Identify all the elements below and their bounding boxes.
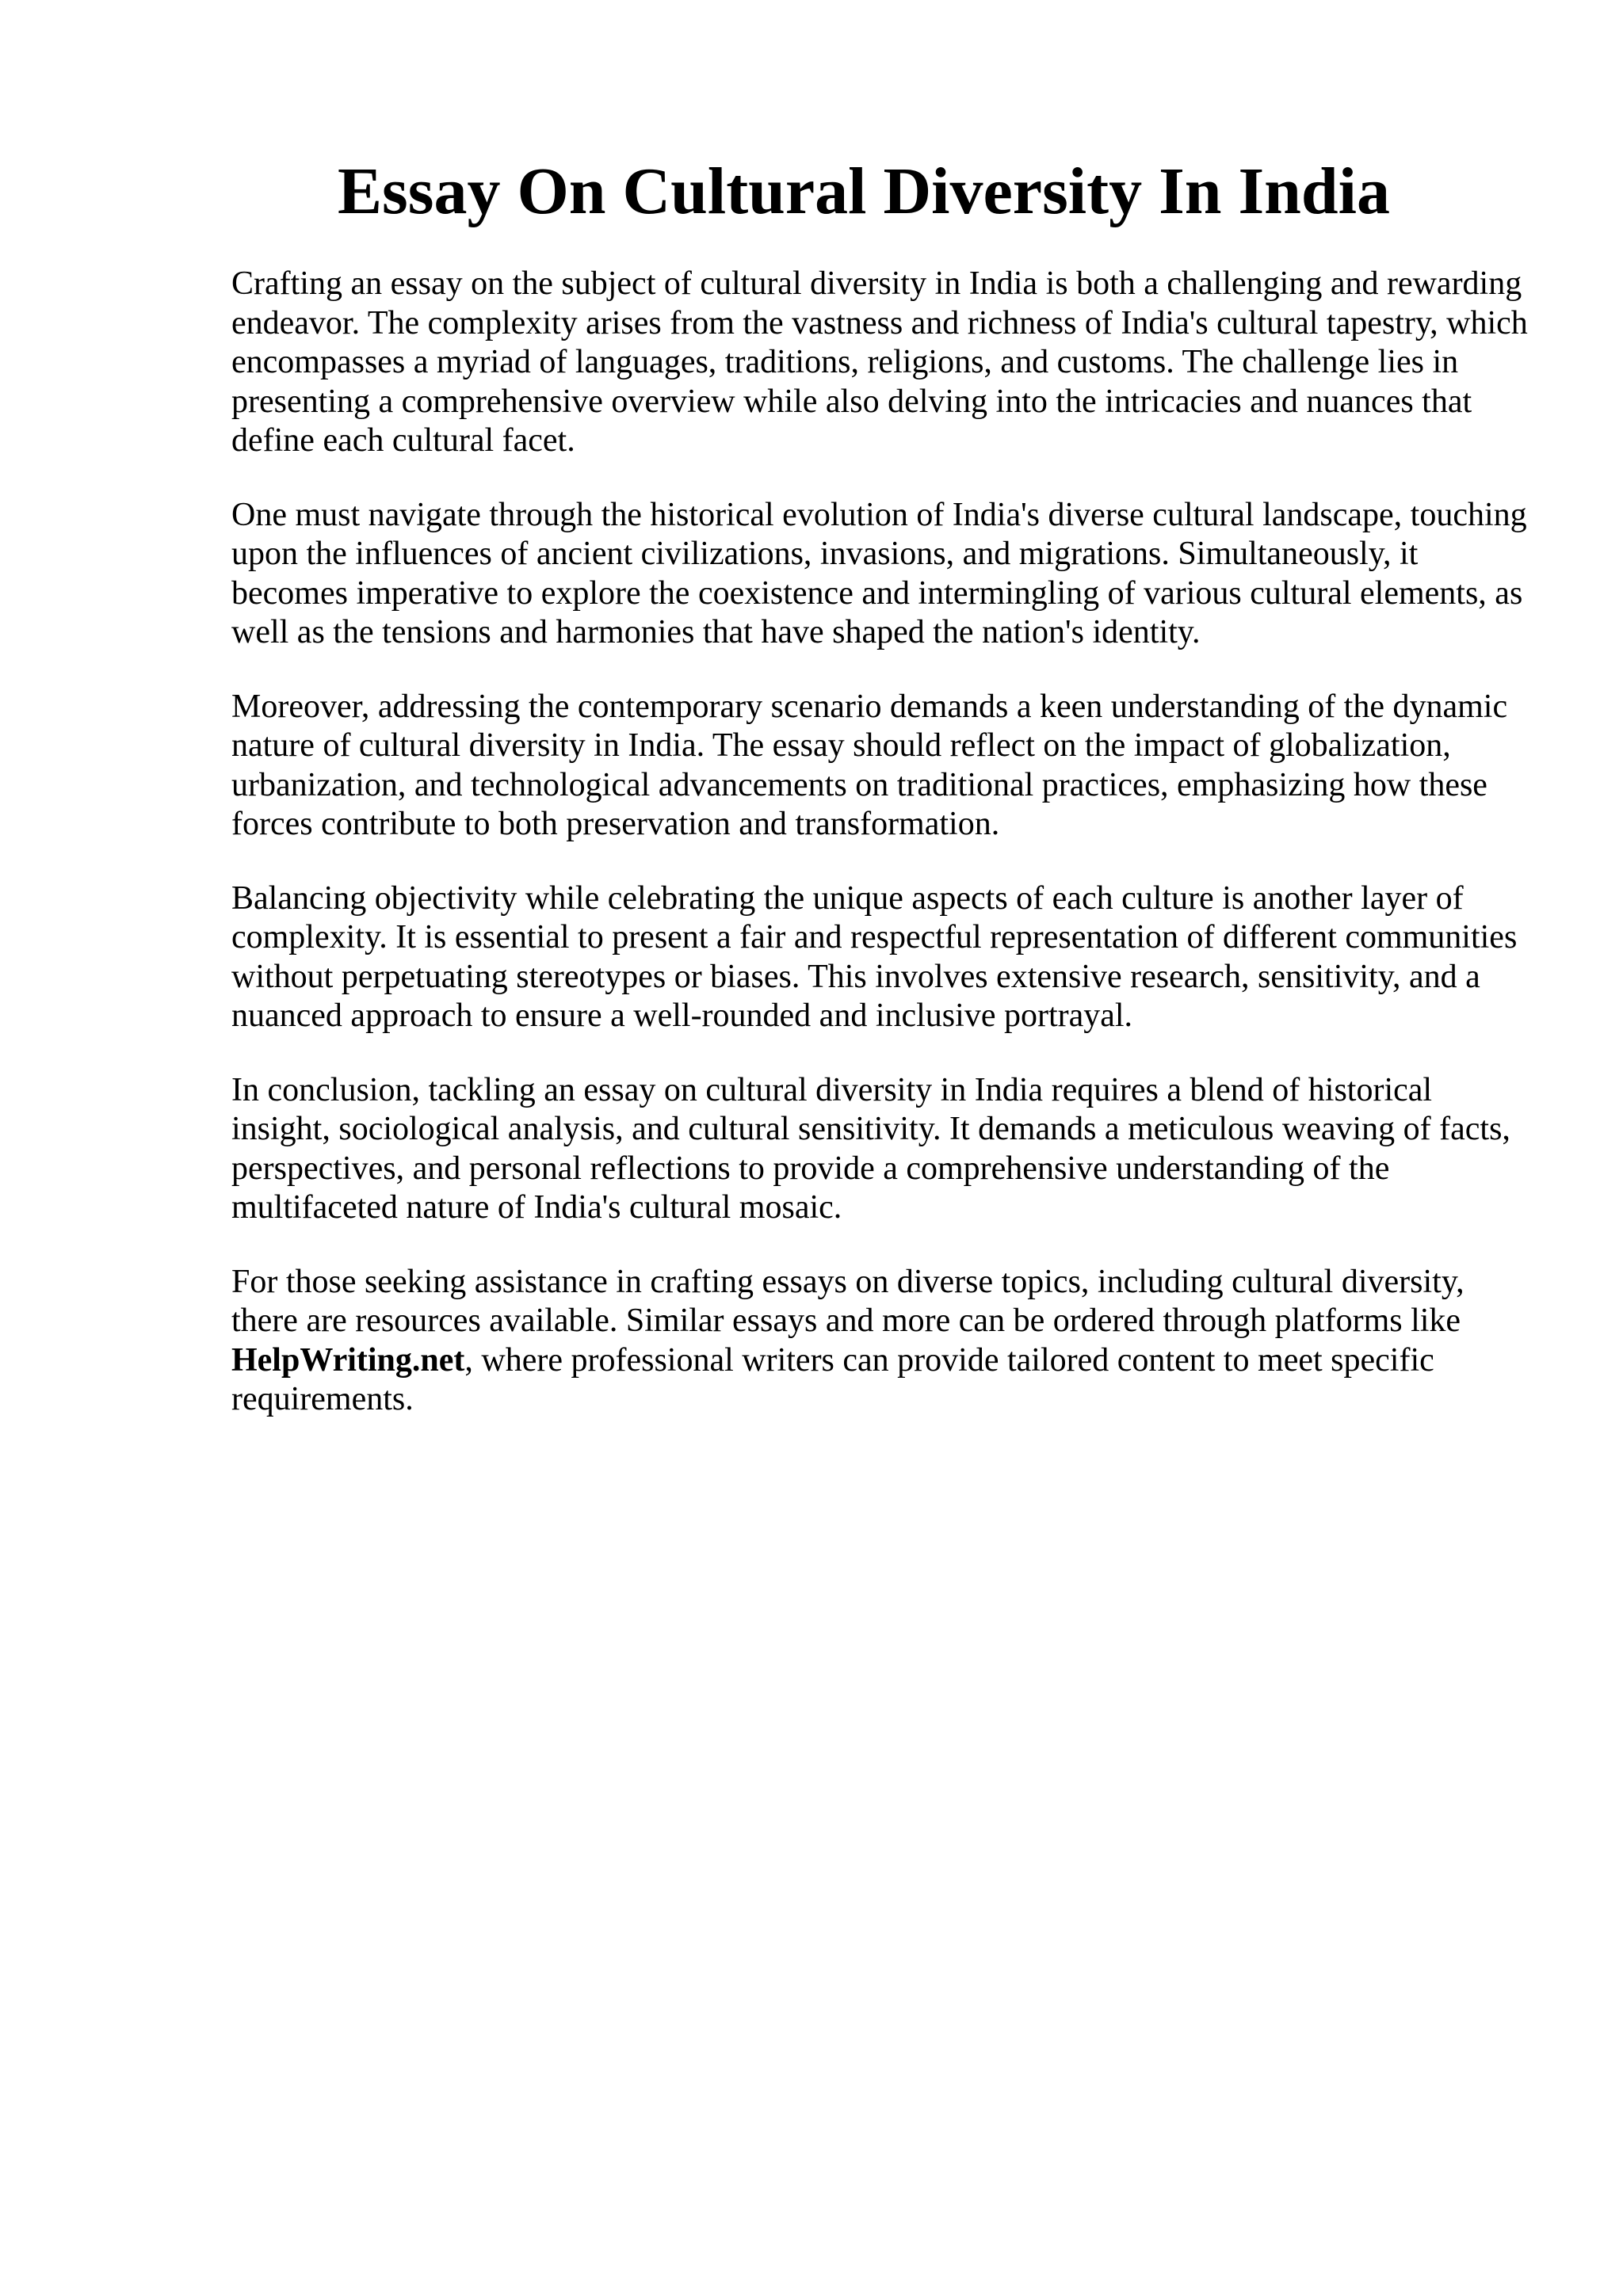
paragraph-2: One must navigate through the historical evolution of India's diverse cultural landscape, touching upon the influences of ancient civilizations, invasions, and migrations. Simultaneously, it becomes imperative to explore the coexistence and intermingling of various cultural elements, as well as the tensions and harmonies that have shaped the nation's identity.	[231, 496, 1527, 650]
helpwriting-link[interactable]: HelpWriting.net	[231, 1341, 465, 1379]
document-title: Essay On Cultural Diversity In India	[338, 154, 1390, 228]
paragraph-3: Moreover, addressing the contemporary scenario demands a keen understanding of the dynamic nature of cultural diversity in India. The essay should reflect on the impact of globalization, urbanization, and technological advancements on traditional practices, emphasizing how these forces contribute to both preservation and transformation.	[231, 688, 1508, 842]
paragraph-1: Crafting an essay on the subject of cultural diversity in India is both a challenging and rewarding endeavor. The complexity arises from the vastness and richness of India's cultural tapestry, which encompasses a myriad of languages, traditions, religions, and customs. The challenge lies in presenting a comprehensive overview while also delving into the intricacies and nuances that define each cultural facet.	[231, 265, 1528, 459]
paragraph-5: In conclusion, tackling an essay on cultural diversity in India requires a blend of historical insight, sociological analysis, and cultural sensitivity. It demands a meticulous weaving of facts, perspectives, and personal reflections to provide a comprehensive understanding of the multifaceted nature of India's cultural mosaic.	[231, 1071, 1510, 1226]
closing-text-before: For those seeking assistance in crafting essays on diverse topics, including cultural diversity, there are resources available. Similar essays and more can be ordered through platforms like	[231, 1263, 1465, 1339]
closing-text-after: , where professional writers can provide tailored content to meet specific requirements.	[231, 1341, 1434, 1417]
closing-paragraph	[231, 1263, 1531, 1420]
document-body	[231, 265, 1531, 1455]
paragraph-4: Balancing objectivity while celebrating the unique aspects of each culture is another layer of complexity. It is essential to present a fair and respectful representation of different communities without perpetuating stereotypes or biases. This involves extensive research, sensitivity, and a nuanced approach to ensure a well-rounded and inclusive portrayal.	[231, 879, 1518, 1034]
